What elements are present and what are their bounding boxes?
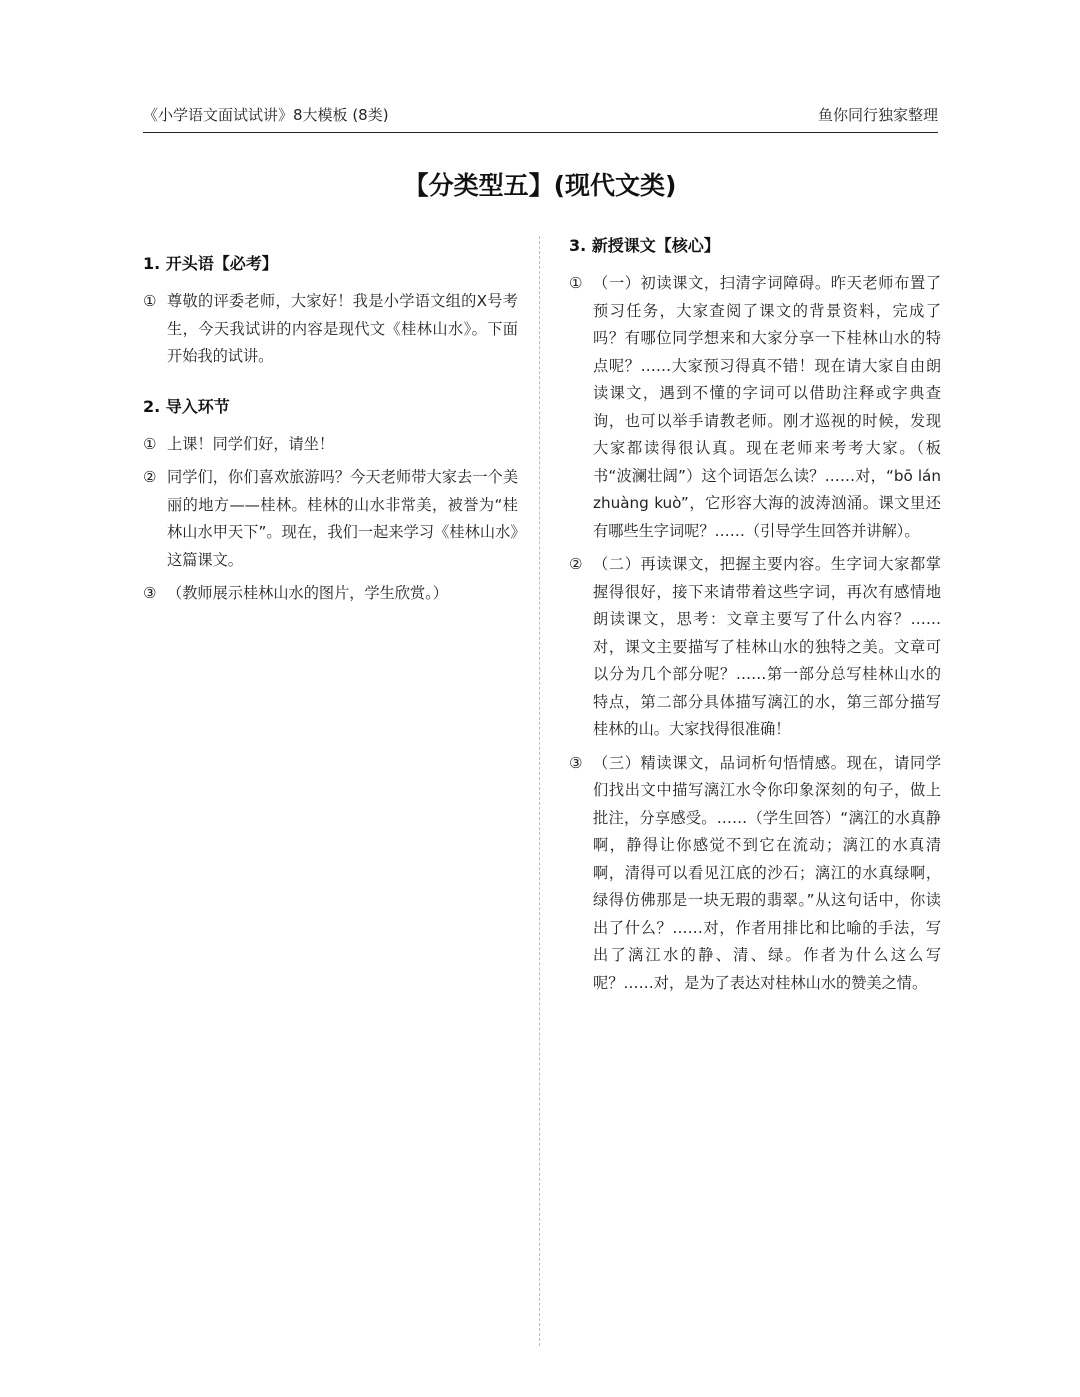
paragraph (569, 551, 941, 744)
paragraph-text: 同学们，你们喜欢旅游吗？今天老师带大家去一个美丽的地方——桂林。桂林的山水非常美，被誉为“桂林山水甲天下”。现在，我们一起来学习《桂林山水》这篇课文。 (167, 468, 518, 569)
paragraph (143, 464, 518, 574)
paragraph (143, 580, 518, 608)
paragraph-text: （二）再读课文，把握主要内容。生字词大家都掌握得很好，接下来请带着这些字词，再次有感情地朗读课文，思考：文章主要写了什么内容？……对，课文主要描写了桂林山水的独特之美。文章可以分为几个部分呢？……第一部分总写桂林山水的特点，第二部分具体描写漓江的水，第三部分描写桂林的山。大家找得很准确！ (593, 555, 941, 738)
item-number: ③ (143, 584, 157, 602)
item-number: ① (143, 434, 157, 453)
paragraph-text: 尊敬的评委老师，大家好！我是小学语文组的X号考生，今天我试讲的内容是现代文《桂林山水》。下面开始我的试讲。 (167, 292, 518, 365)
item-number: ③ (569, 753, 583, 772)
section-heading-new-lesson: 3. 新授课文【核心】 (569, 236, 720, 255)
page-header (143, 104, 938, 133)
item-number: ① (569, 274, 583, 292)
paragraph-text: （一）初读课文，扫清字词障碍。昨天老师布置了预习任务，大家查阅了课文的背景资料，完成了吗？有哪位同学想来和大家分享一下桂林山水的特点呢？……大家预习得真不错！现在请大家自由朗读课文，遇到不懂的字词可以借助注释或字典查询，也可以举手请教老师。刚才巡视的时候，发现大家都读得很认真。现在老师来考考大家。（板书“波澜壮阔”）这个词语怎么读？……对，“bō lán zhuàng kuò”，它形容大海的波涛汹涌。课文里还有哪些生字词呢？……（引导学生回答并讲解）。 (593, 274, 941, 540)
left-column (143, 252, 518, 614)
column-divider (539, 236, 540, 1346)
header-source-note: 鱼你同行独家整理 (817, 106, 938, 124)
header-document-title: 《小学语文面试试讲》8大模板 (8类) (143, 106, 389, 124)
paragraph-text: （三）精读课文，品词析句悟情感。现在，请同学们找出文中描写漓江水令你印象深刻的句子，做上批注，分享感受。……（学生回答）“漓江的水真静啊，静得让你感觉不到它在流动；漓江的水真清啊，清得可以看见江底的沙石；漓江的水真绿啊，绿得仿佛那是一块无瑕的翡翠。”从这句话中，你读出了什么？……对，作者用排比和比喻的手法，写出了漓江水的静、清、绿。作者为什么这么写呢？……对，是为了表达对桂林山水的赞美之情。 (593, 753, 941, 992)
item-number: ② (143, 468, 157, 486)
paragraph-text: （教师展示桂林山水的图片，学生欣赏。） (167, 584, 448, 602)
paragraph (143, 288, 518, 371)
paragraph (143, 431, 518, 459)
right-column (569, 234, 941, 1003)
item-number: ② (569, 555, 583, 573)
section-heading-introduction: 2. 导入环节 (143, 396, 230, 416)
paragraph (569, 750, 941, 998)
page-title: 【分类型五】(现代文类) (403, 171, 677, 200)
section-heading-opening: 1. 开头语【必考】 (143, 254, 278, 273)
paragraph (569, 270, 941, 545)
item-number: ① (143, 292, 157, 310)
paragraph-text: 上课！同学们好，请坐！ (167, 434, 335, 453)
